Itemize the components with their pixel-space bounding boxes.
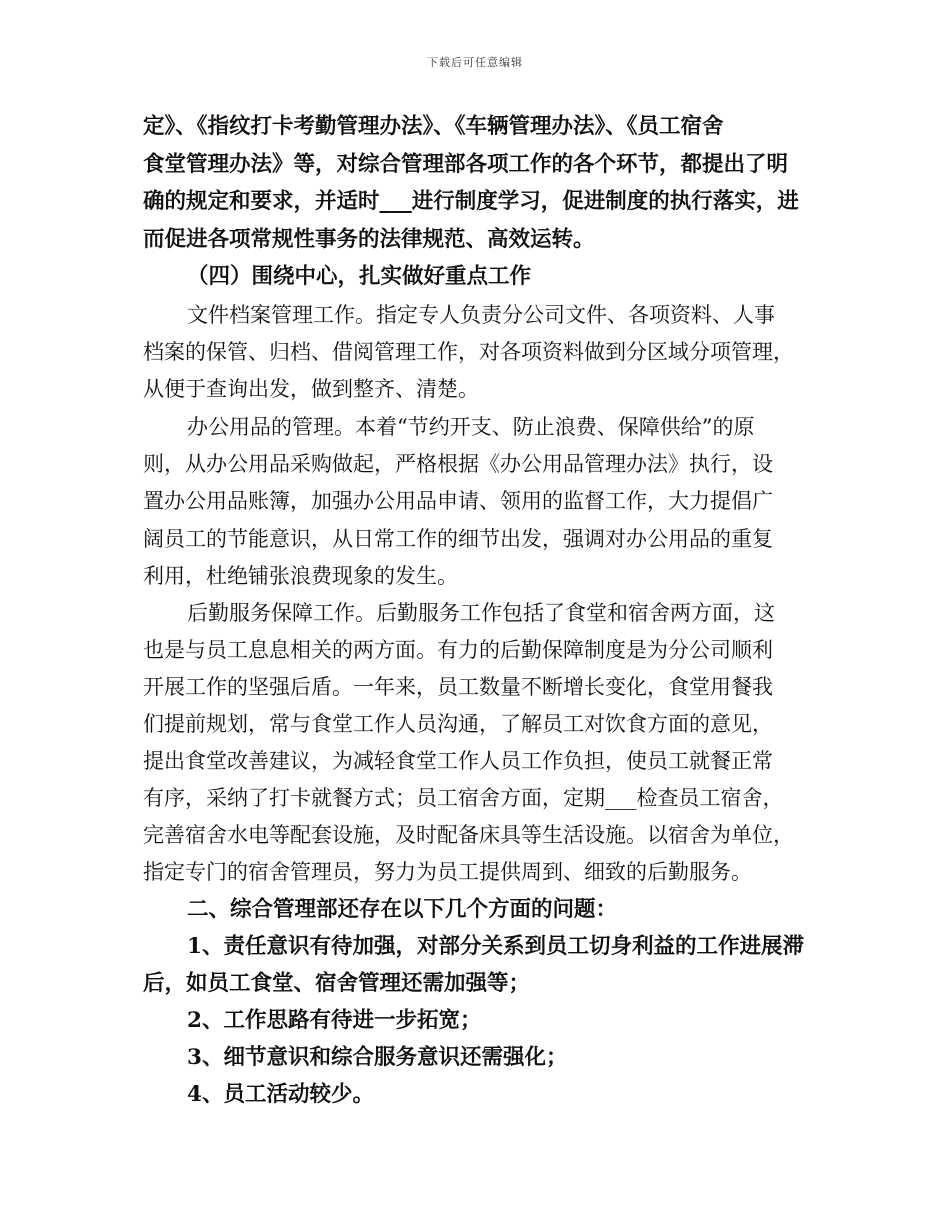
list-item: 3、细节意识和综合服务意识还需强化； — [187, 1045, 568, 1070]
paragraph-line: 则，从办公用品采购做起，严格根据《办公用品管理办法》执行，设 — [143, 452, 773, 476]
paragraph-line: 置办公用品账簿，加强办公用品申请、领用的监督工作，大力提倡广 — [143, 489, 773, 513]
paragraph-line: 档案的保管、归档、借阅管理工作，对各项资料做到分区域分项管理， — [143, 340, 794, 364]
paragraph-line: 食堂管理办法》等，对综合管理部各项工作的各个环节，都提出了明 — [143, 152, 789, 177]
list-item-continuation: 后，如员工食堂、宿舍管理还需加强等； — [143, 971, 531, 996]
paragraph-line: 阔员工的节能意识，从日常工作的细节出发，强调对办公用品的重复 — [143, 527, 773, 551]
paragraph-line: 有序，采纳了打卡就餐方式；员工宿舍方面，定期___检查员工宿舍， — [143, 786, 784, 810]
paragraph-line: 开展工作的坚强后盾。一年来，员工数量不断增长变化，食堂用餐我 — [143, 675, 773, 699]
paragraph-line: 也是与员工息息相关的两方面。有力的后勤保障制度是为分公司顺利 — [143, 638, 773, 662]
paragraph-line: 确的规定和要求，并适时___进行制度学习，促进制度的执行落实，进 — [143, 189, 799, 214]
paragraph-line: 提出食堂改善建议，为减轻食堂工作人员工作负担，使员工就餐正常 — [143, 749, 773, 773]
section-heading: （四）围绕中心，扎实做好重点工作 — [187, 264, 532, 289]
paragraph-line: 指定专门的宿舍管理员，努力为员工提供周到、细致的后勤服务。 — [143, 860, 752, 884]
paragraph-line: 文件档案管理工作。指定专人负责分公司文件、各项资料、人事 — [187, 303, 775, 327]
paragraph-line: 办公用品的管理。本着“节约开支、防止浪费、保障供给”的原 — [187, 415, 755, 439]
paragraph-line: 完善宿舍水电等配套设施，及时配备床具等生活设施。以宿舍为单位， — [143, 823, 794, 847]
paragraph-line: 定》、《指纹打卡考勤管理办法》、《车辆管理办法》、《员工宿舍 — [143, 114, 724, 139]
page-header: 下载后可任意编辑 — [427, 56, 523, 69]
list-item: 4、员工活动较少。 — [187, 1082, 374, 1107]
section-heading: 二、综合管理部还存在以下几个方面的问题： — [187, 897, 618, 922]
paragraph-line: 后勤服务保障工作。后勤服务工作包括了食堂和宿舍两方面，这 — [187, 601, 775, 625]
list-item: 1、责任意识有待加强，对部分关系到员工切身利益的工作进展滞 — [187, 934, 804, 959]
paragraph-line: 们提前规划，常与食堂工作人员沟通，了解员工对饮食方面的意见， — [143, 712, 773, 736]
paragraph-line: 而促进各项常规性事务的法律规范、高效运转。 — [143, 227, 595, 252]
paragraph-line: 从便于查询出发，做到整齐、清楚。 — [143, 377, 479, 401]
paragraph-line: 利用，杜绝铺张浪费现象的发生。 — [143, 564, 458, 588]
list-item: 2、工作思路有待进一步拓宽； — [187, 1008, 482, 1033]
